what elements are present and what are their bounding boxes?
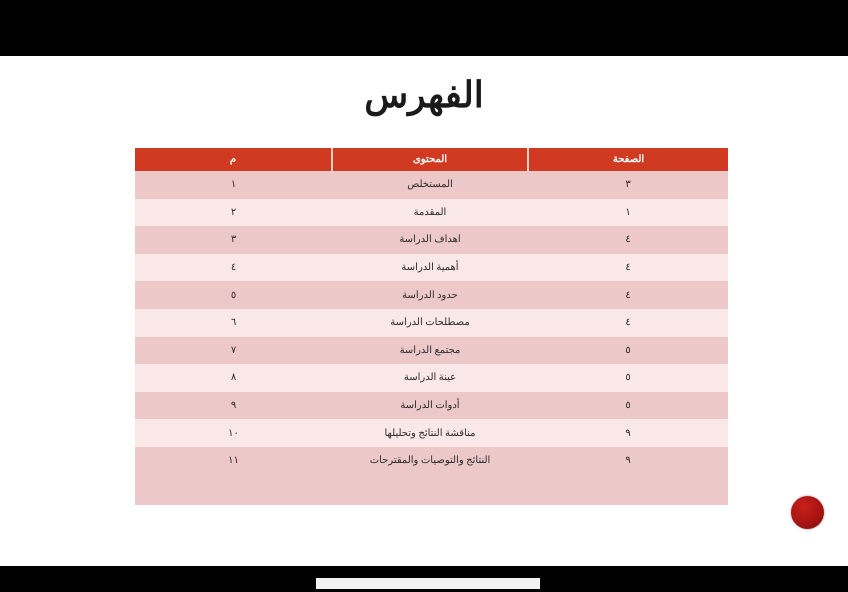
- column-header-content: المحتوى: [332, 148, 528, 171]
- table-row: [135, 392, 728, 420]
- table-row: [135, 281, 728, 309]
- cell-content: المستخلص: [332, 171, 528, 199]
- cell-empty: [528, 475, 728, 505]
- table-row: [135, 171, 728, 199]
- record-indicator-icon[interactable]: [791, 496, 824, 529]
- cell-page: ٥: [528, 337, 728, 365]
- cell-page: ٩: [528, 419, 728, 447]
- cell-page: ٤: [528, 226, 728, 254]
- cell-content: المقدمة: [332, 199, 528, 227]
- cell-content: أهمية الدراسة: [332, 254, 528, 282]
- cell-content: النتائج والتوصيات والمقترحات: [332, 447, 528, 475]
- slide-title: الفهرس: [364, 75, 484, 115]
- table-header: [135, 148, 728, 171]
- cell-empty: [332, 475, 528, 505]
- video-progress-bar[interactable]: [316, 578, 540, 589]
- cell-page: ٥: [528, 364, 728, 392]
- cell-content: مجتمع الدراسة: [332, 337, 528, 365]
- cell-content: مصطلحات الدراسة: [332, 309, 528, 337]
- cell-index: ٧: [135, 337, 332, 365]
- column-header-index: م: [135, 148, 332, 171]
- table-body: [135, 171, 728, 505]
- cell-index: ٤: [135, 254, 332, 282]
- cell-page: ٤: [528, 254, 728, 282]
- letterbox-bar-top: [0, 0, 848, 56]
- cell-content: عينة الدراسة: [332, 364, 528, 392]
- table-row: [135, 309, 728, 337]
- table-row: [135, 254, 728, 282]
- cell-index: ١١: [135, 447, 332, 475]
- table-row: [135, 447, 728, 475]
- cell-content: اهداف الدراسة: [332, 226, 528, 254]
- cell-empty: [135, 475, 332, 505]
- cell-index: ٥: [135, 281, 332, 309]
- cell-page: ٤: [528, 309, 728, 337]
- cell-page: ١: [528, 199, 728, 227]
- cell-index: ٢: [135, 199, 332, 227]
- presentation-slide: [0, 56, 848, 566]
- table-header-row: [135, 148, 728, 171]
- cell-page: ٣: [528, 171, 728, 199]
- cell-index: ٨: [135, 364, 332, 392]
- table-filler-row: [135, 475, 728, 505]
- cell-index: ٦: [135, 309, 332, 337]
- table-row: [135, 337, 728, 365]
- cell-index: ١: [135, 171, 332, 199]
- cell-index: ٣: [135, 226, 332, 254]
- cell-page: ٥: [528, 392, 728, 420]
- column-header-page: الصفحة: [528, 148, 728, 171]
- table-row: [135, 364, 728, 392]
- cell-content: مناقشة النتائج وتحليلها: [332, 419, 528, 447]
- table-row: [135, 226, 728, 254]
- cell-index: ٩: [135, 392, 332, 420]
- table-row: [135, 419, 728, 447]
- cell-index: ١٠: [135, 419, 332, 447]
- cell-page: ٤: [528, 281, 728, 309]
- cell-content: أدوات الدراسة: [332, 392, 528, 420]
- cell-page: ٩: [528, 447, 728, 475]
- cell-content: حدود الدراسة: [332, 281, 528, 309]
- table-of-contents-table: [135, 148, 728, 505]
- table-row: [135, 199, 728, 227]
